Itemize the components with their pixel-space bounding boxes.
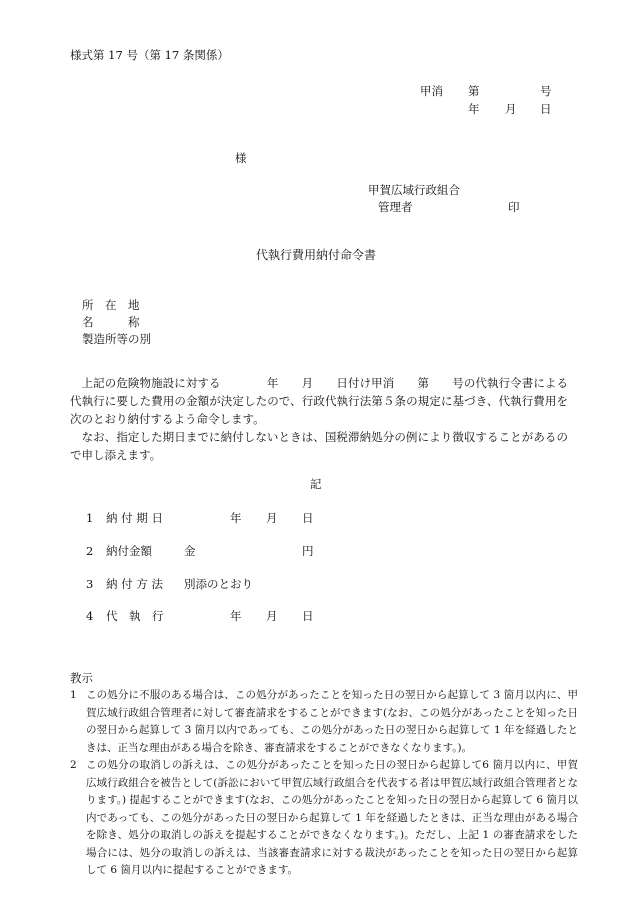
notes-heading: 教示 [70,671,93,685]
item-3-value: 別添のとおり [184,577,253,591]
issuer-role: 管理者 [378,200,413,214]
doc-number-go: 号 [540,84,552,98]
note-1 [66,687,578,757]
date-day: 日 [540,102,552,116]
item-1-day: 日 [302,511,314,525]
note-2-number: 2 [70,759,77,771]
item-4-month: 月 [266,609,278,623]
note-2 [66,757,578,880]
item-2-kin: 金 [184,544,196,558]
item-3-number: 3 [86,577,94,591]
form-number: 様式第 17 号（第 17 条関係） [70,48,229,62]
ki-heading: 記 [310,477,322,491]
notes-list [66,687,578,880]
note-1-text: この処分に不服のある場合は、この処分があったことを知った日の翌日から起算して 3 箇月以内に、甲賀広域行政組合管理者に対して審査請求をすることができます(なお、この処分があったことを知った日の翌日から起算して 3 箇月以内であっても、この処分があった日の翌日から起算して 1 年を経過したときは、正当な理由がある場合を除き、審査請求をすることができなくなります。)。 [86,689,578,754]
item-1-month: 月 [266,511,278,525]
item-1-number: 1 [86,511,94,525]
facility-location-label: 所 在 地 [82,298,140,312]
item-1-year: 年 [230,511,242,525]
body-paragraph-1: 上記の危険物施設に対する 年 月 日付け甲消 第 号の代執行令書による代執行に要した費用の金額が決定したので、行政代執行法第５条の規定に基づき、代執行費用を次のとおり納付するよう命令します。 [70,376,568,426]
date-year: 年 [468,102,480,116]
document-title: 代執行費用納付命令書 [256,248,377,262]
issuer-org: 甲賀広域行政組合 [368,183,460,197]
item-4-year: 年 [230,609,242,623]
item-4-label: 代 執 行 [106,609,164,623]
facility-type-label: 製造所等の別 [82,332,151,346]
body-paragraph-2: なお、指定した期日までに納付しないときは、国税滞納処分の例により徴収することがあるので申し添えます。 [70,430,568,462]
issuer-seal: 印 [508,200,520,214]
item-2-number: 2 [86,544,94,558]
item-2-label: 納付金額 [106,544,152,558]
doc-number-prefix: 甲消 [420,84,443,98]
note-1-number: 1 [70,689,77,701]
item-3-label: 納 付 方 法 [106,577,163,591]
date-month: 月 [505,102,517,116]
item-2-yen: 円 [302,544,314,558]
item-4-number: 4 [86,609,94,623]
addressee-suffix: 様 [235,151,247,165]
item-1-label: 納 付 期 日 [106,511,163,525]
note-2-text: この処分の取消しの訴えは、この処分があったことを知った日の翌日から起算して6 箇月以内に、甲賀広域行政組合を被告として(訴訟において甲賀広域行政組合を代表する者は甲賀広域行政組合管理者となります。) 提起することができます(なお、この処分があったことを知った日の翌日から起算して 6 箇月以内であっても、この処分があった日の翌日から起算して 1 年を経過したときは、正当な理由がある場合を除き、処分の取消しの訴えを提起することができなくなります。)。ただし、上記 1 の審査請求をした場合には、処分の取消しの訴えは、当該審査請求に対する裁決があったことを知った日の翌日から起算して 6 箇月以内に提起することができます。 [86,759,578,876]
facility-name-label: 名 称 [82,315,140,329]
item-4-day: 日 [302,609,314,623]
doc-number-dai: 第 [468,84,480,98]
